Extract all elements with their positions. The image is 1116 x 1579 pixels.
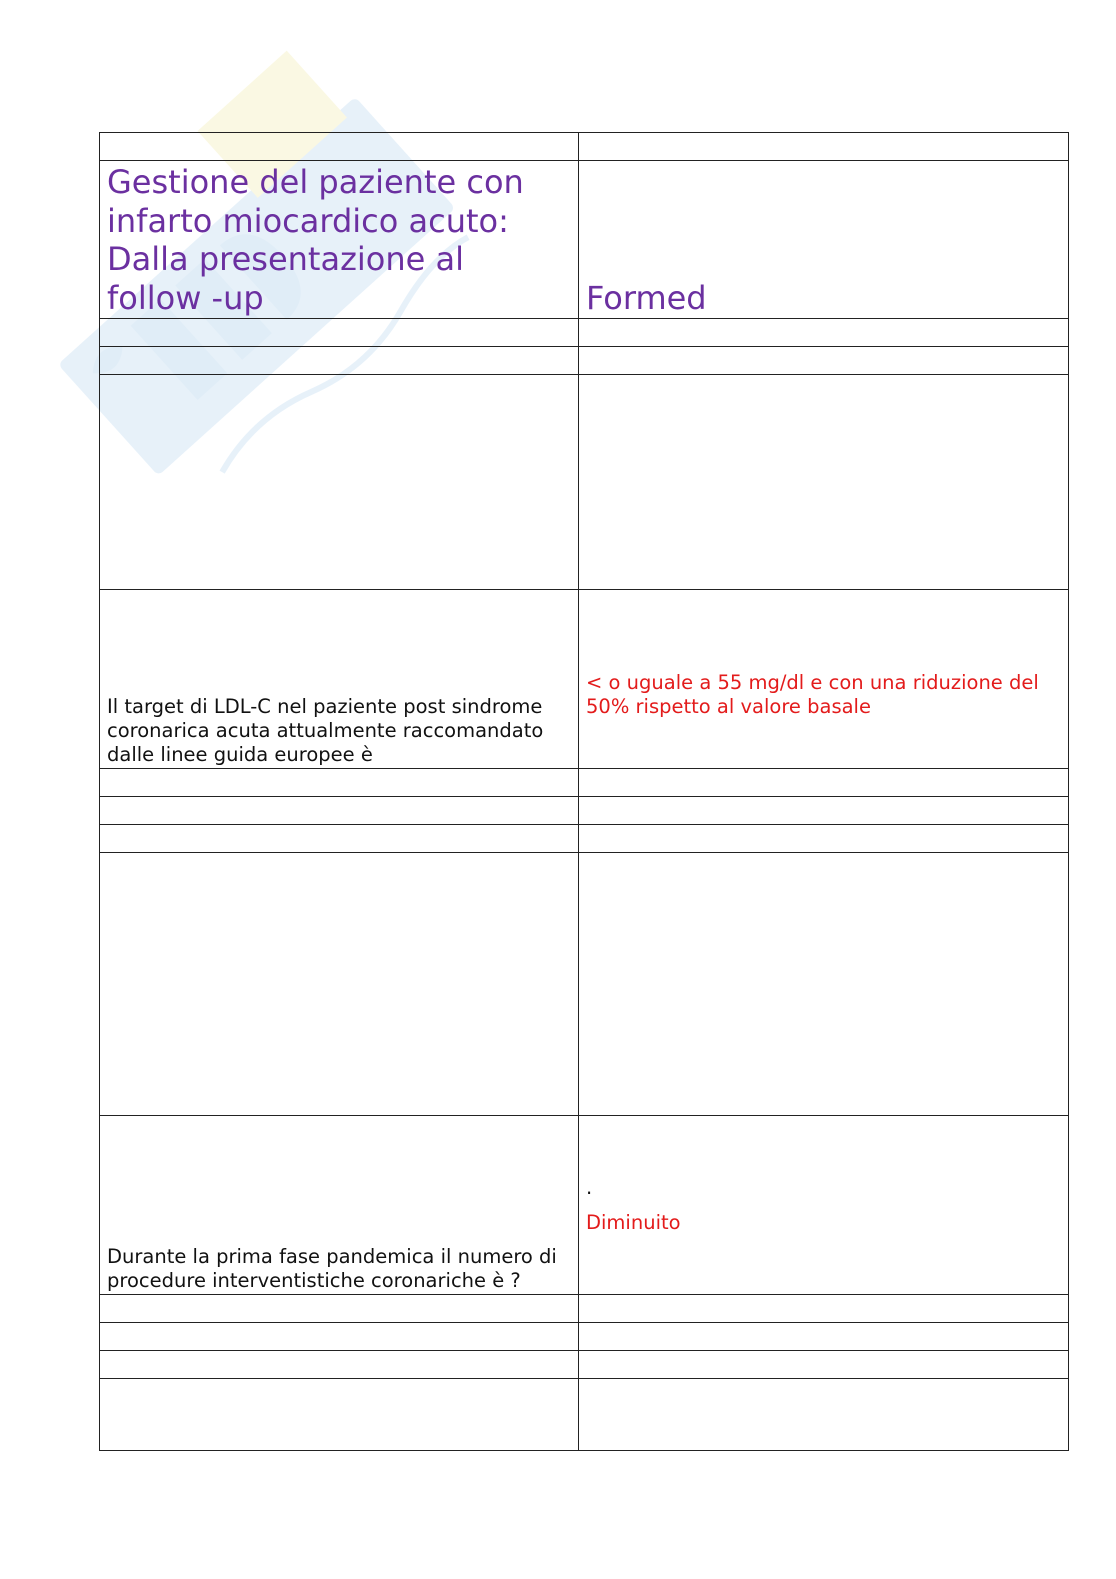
table-cell [579, 825, 1069, 853]
document-title: Gestione del paziente con infarto miocardico acuto: Dalla presentazione al follow -up [107, 163, 524, 317]
table-cell [100, 769, 579, 797]
table-row [100, 1116, 1069, 1295]
table-row [100, 1295, 1069, 1323]
table-cell [579, 133, 1069, 161]
table-row [100, 1379, 1069, 1451]
table-cell [100, 347, 579, 375]
table-row [100, 1351, 1069, 1379]
table-cell [100, 853, 579, 1116]
table-row [100, 797, 1069, 825]
table-cell [100, 1351, 579, 1379]
table-row [100, 161, 1069, 319]
table-cell [579, 1379, 1069, 1451]
table-cell [579, 853, 1069, 1116]
table-cell [100, 375, 579, 590]
question-text: Il target di LDL-C nel paziente post sindrome coronarica acuta attualmente raccomandato dalle linee guida europee è [107, 695, 544, 766]
question-cell [100, 590, 579, 769]
table-row [100, 590, 1069, 769]
table-row [100, 319, 1069, 347]
table-row [100, 825, 1069, 853]
answer-prefix: . [586, 1176, 593, 1199]
table-row [100, 375, 1069, 590]
table-cell [100, 1379, 579, 1451]
provider-name: Formed [586, 278, 707, 317]
provider-cell [579, 161, 1069, 319]
table-cell [579, 319, 1069, 347]
table-cell [579, 1295, 1069, 1323]
table-cell [100, 1323, 579, 1351]
answer-text: Diminuito [586, 1211, 681, 1234]
table-row [100, 853, 1069, 1116]
answer-cell [579, 590, 1069, 769]
title-cell [100, 161, 579, 319]
answer-text: < o uguale a 55 mg/dl e con una riduzione del 50% rispetto al valore basale [586, 671, 1039, 718]
answer-cell [579, 1116, 1069, 1295]
quiz-table [99, 132, 1069, 1451]
table-cell [579, 1351, 1069, 1379]
table-cell [579, 1323, 1069, 1351]
table-cell [100, 319, 579, 347]
table-cell [100, 1295, 579, 1323]
table-cell [100, 133, 579, 161]
table-cell [579, 347, 1069, 375]
question-text: Durante la prima fase pandemica il numero di procedure interventistiche coronariche è ? [107, 1245, 557, 1292]
table-cell [579, 769, 1069, 797]
table-row [100, 769, 1069, 797]
table-cell [100, 797, 579, 825]
table-cell [579, 797, 1069, 825]
table-row [100, 1323, 1069, 1351]
question-cell [100, 1116, 579, 1295]
table-row [100, 347, 1069, 375]
table-row [100, 133, 1069, 161]
table-cell [100, 825, 579, 853]
table-cell [579, 375, 1069, 590]
